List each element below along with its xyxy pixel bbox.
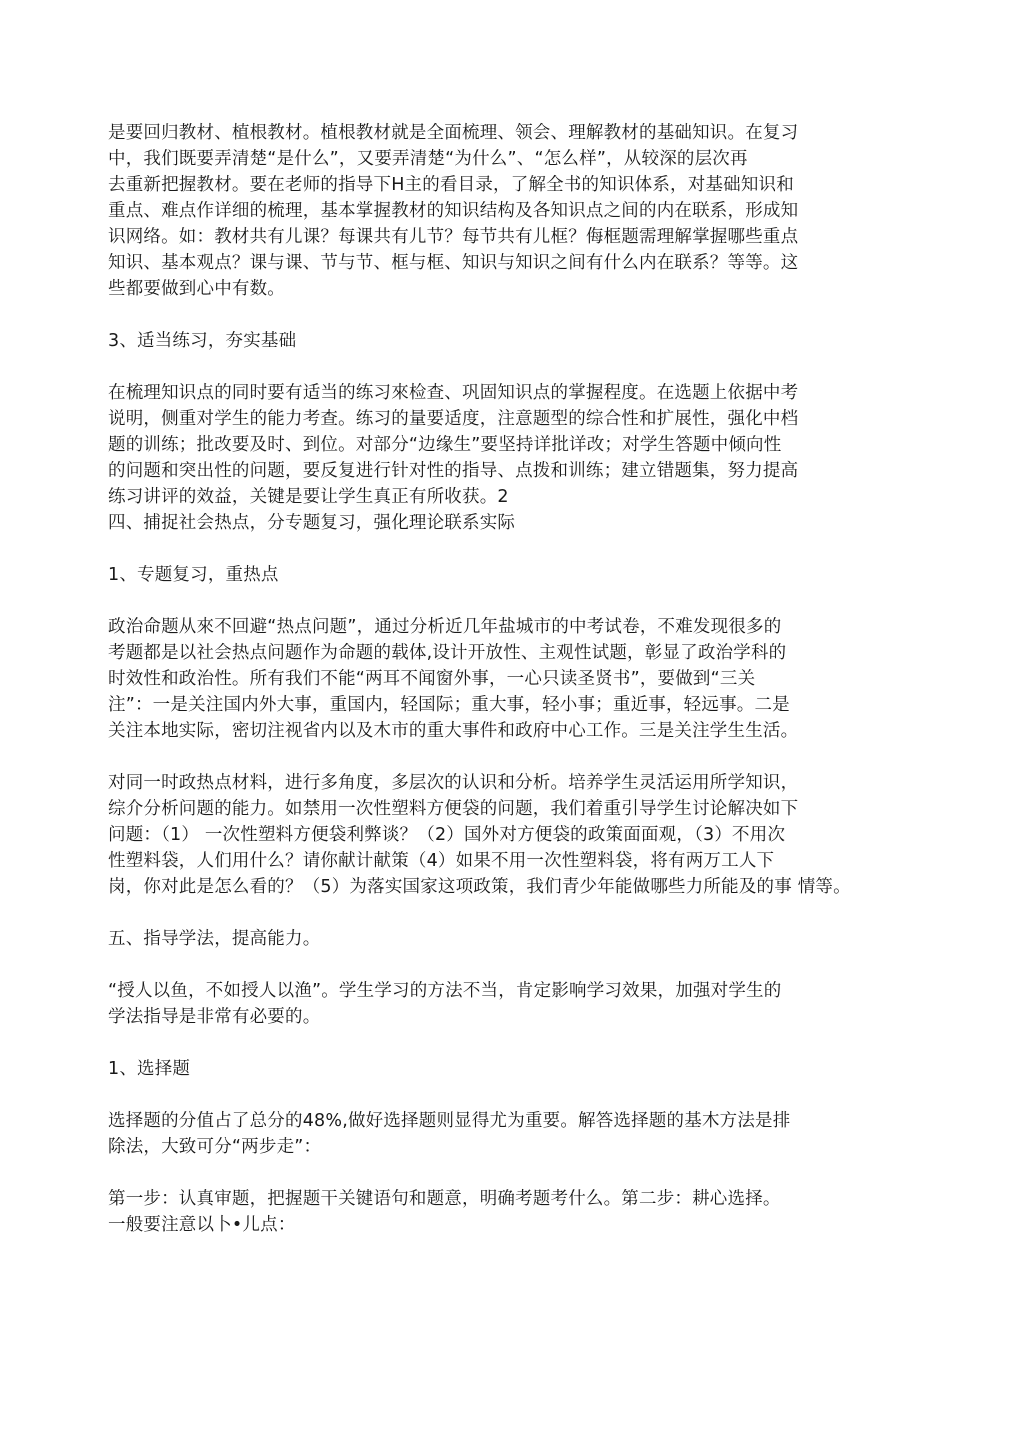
paragraph-gap [108, 900, 908, 926]
text-line: 些都要做到心中有数。 [108, 279, 285, 299]
paragraph-gap [108, 302, 908, 328]
text-line: 对同一时政热点材料，进行多角度，多层次的认识和分析。培养学生灵活运用所学知识， [108, 773, 799, 793]
text-line: “授人以鱼，不如授人以渔”。学生学习的方法不当，肯定影响学习效果，加强对学生的 [108, 981, 782, 1001]
text-line: 重点、难点作详细的梳理，基本掌握教材的知识结构及各知识点之间的内在联系，形成知 [108, 201, 799, 221]
text-line: 性塑料袋，人们用什么？请你献计献策（4）如果不用一次性塑料袋，将有两万工人下 [108, 851, 775, 871]
text-line: 问题：（1） 一次性塑料方便袋利弊谈？（2）国外对方便袋的政策面面观，（3）不用次 [108, 825, 786, 845]
section-heading: 1、专题复习，重热点 [108, 565, 279, 585]
text-line: 知识、基本观点？课与课、节与节、框与框、知识与知识之间有什么内在联系？等等。这 [108, 253, 799, 273]
heading-topic-review [108, 562, 908, 588]
text-line: 识网络。如：教材共有儿课？每课共有儿节？每节共有儿框？侮框题需理解掌握哪些重点 [108, 227, 799, 247]
heading-multiple-choice [108, 1056, 908, 1082]
text-line: 题的训练；批改要及时、到位。对部分“边缘生”要坚持详批详改；对学生答题中倾向性 [108, 435, 782, 455]
document-page [108, 120, 908, 1238]
paragraph-gap [108, 952, 908, 978]
paragraph-hot-topics [108, 614, 908, 744]
paragraph-two-steps [108, 1186, 908, 1238]
text-line: 综介分析问题的能力。如禁用一次性塑料方便袋的问题，我们着重引导学生讨论解决如下 [108, 799, 799, 819]
text-line: 关注本地实际，密切注视省内以及木市的重大事件和政府中心工作。三是关注学生生活。 [108, 721, 799, 741]
text-line: 是要回归教材、植根教材。植根教材就是全面梳理、领会、理解教材的基础知识。在复习 [108, 123, 799, 143]
heading-study-methods [108, 926, 908, 952]
section-heading: 五、指导学法，提高能力。 [108, 929, 321, 949]
paragraph-gap [108, 536, 908, 562]
paragraph-textbook-review [108, 120, 908, 302]
paragraph-gap [108, 588, 908, 614]
text-line: 政治命题从來不回避“热点问题”，通过分析近几年盐城市的中考试卷，不难发现很多的 [108, 617, 782, 637]
text-line: 选择题的分值占了总分的48%,做好选择题则显得尤为重要。解答选择题的基木方法是排 [108, 1111, 791, 1131]
paragraph-gap [108, 744, 908, 770]
section-heading: 1、选择题 [108, 1059, 191, 1079]
paragraph-gap [108, 354, 908, 380]
text-line: 去重新把握教材。要在老师的指导下H主的看目录，了解全书的知识体系，对基础知识和 [108, 175, 794, 195]
paragraph-teach-fishing [108, 978, 908, 1030]
paragraph-practice [108, 380, 908, 536]
paragraph-gap [108, 1030, 908, 1056]
section-heading: 3、适当练习，夯实基础 [108, 331, 297, 351]
text-line: 第一步：认真审题，把握题干关键语句和题意，明确考题考什么。第二步：耕心选择。 [108, 1189, 781, 1209]
paragraph-gap [108, 1160, 908, 1186]
heading-practice [108, 328, 908, 354]
paragraph-gap [108, 1082, 908, 1108]
text-line: 的问题和突出性的问题，要反复进行针对性的指导、点拨和训练；建立错题集，努力提高 [108, 461, 799, 481]
text-line: 学法指导是非常有必要的。 [108, 1007, 321, 1027]
section-heading: 四、捕捉社会热点，分专题复习，强化理论联系实际 [108, 513, 516, 533]
text-line: 时效性和政治性。所有我们不能“两耳不闻窗外事，一心只读圣贤书”，要做到“三关 [108, 669, 756, 689]
text-line: 练习讲评的效益，关键是要让学生真正有所收获。2 [108, 487, 509, 507]
text-line: 在梳理知识点的同时要有适当的练习來检查、巩固知识点的掌握程度。在选题上依据中考 [108, 383, 799, 403]
text-line: 一般要注意以卜•儿点： [108, 1215, 296, 1235]
paragraph-multi-angle [108, 770, 908, 900]
paragraph-choice-score [108, 1108, 908, 1160]
text-line: 说明，侧重对学生的能力考查。练习的量要适度，注意题型的综合性和扩展性，强化中档 [108, 409, 799, 429]
text-line: 考题都是以社会热点问题作为命题的载体,设计开放性、主观性试题，彰显了政治学科的 [108, 643, 787, 663]
text-line: 注”：一是关注国内外大事，重国内，轻国际；重大事，轻小事；重近事，轻远事。二是 [108, 695, 790, 715]
text-line: 岗，你对此是怎么看的？（5）为落实国家这项政策，我们青少年能做哪些力所能及的事 情等。 [108, 877, 851, 897]
text-line: 除法，大致可分“两步走”： [108, 1137, 322, 1157]
text-line: 中，我们既要弄清楚“是什么”，又要弄清楚“为什么”、“怎么样”，从较深的层次再 [108, 149, 748, 169]
